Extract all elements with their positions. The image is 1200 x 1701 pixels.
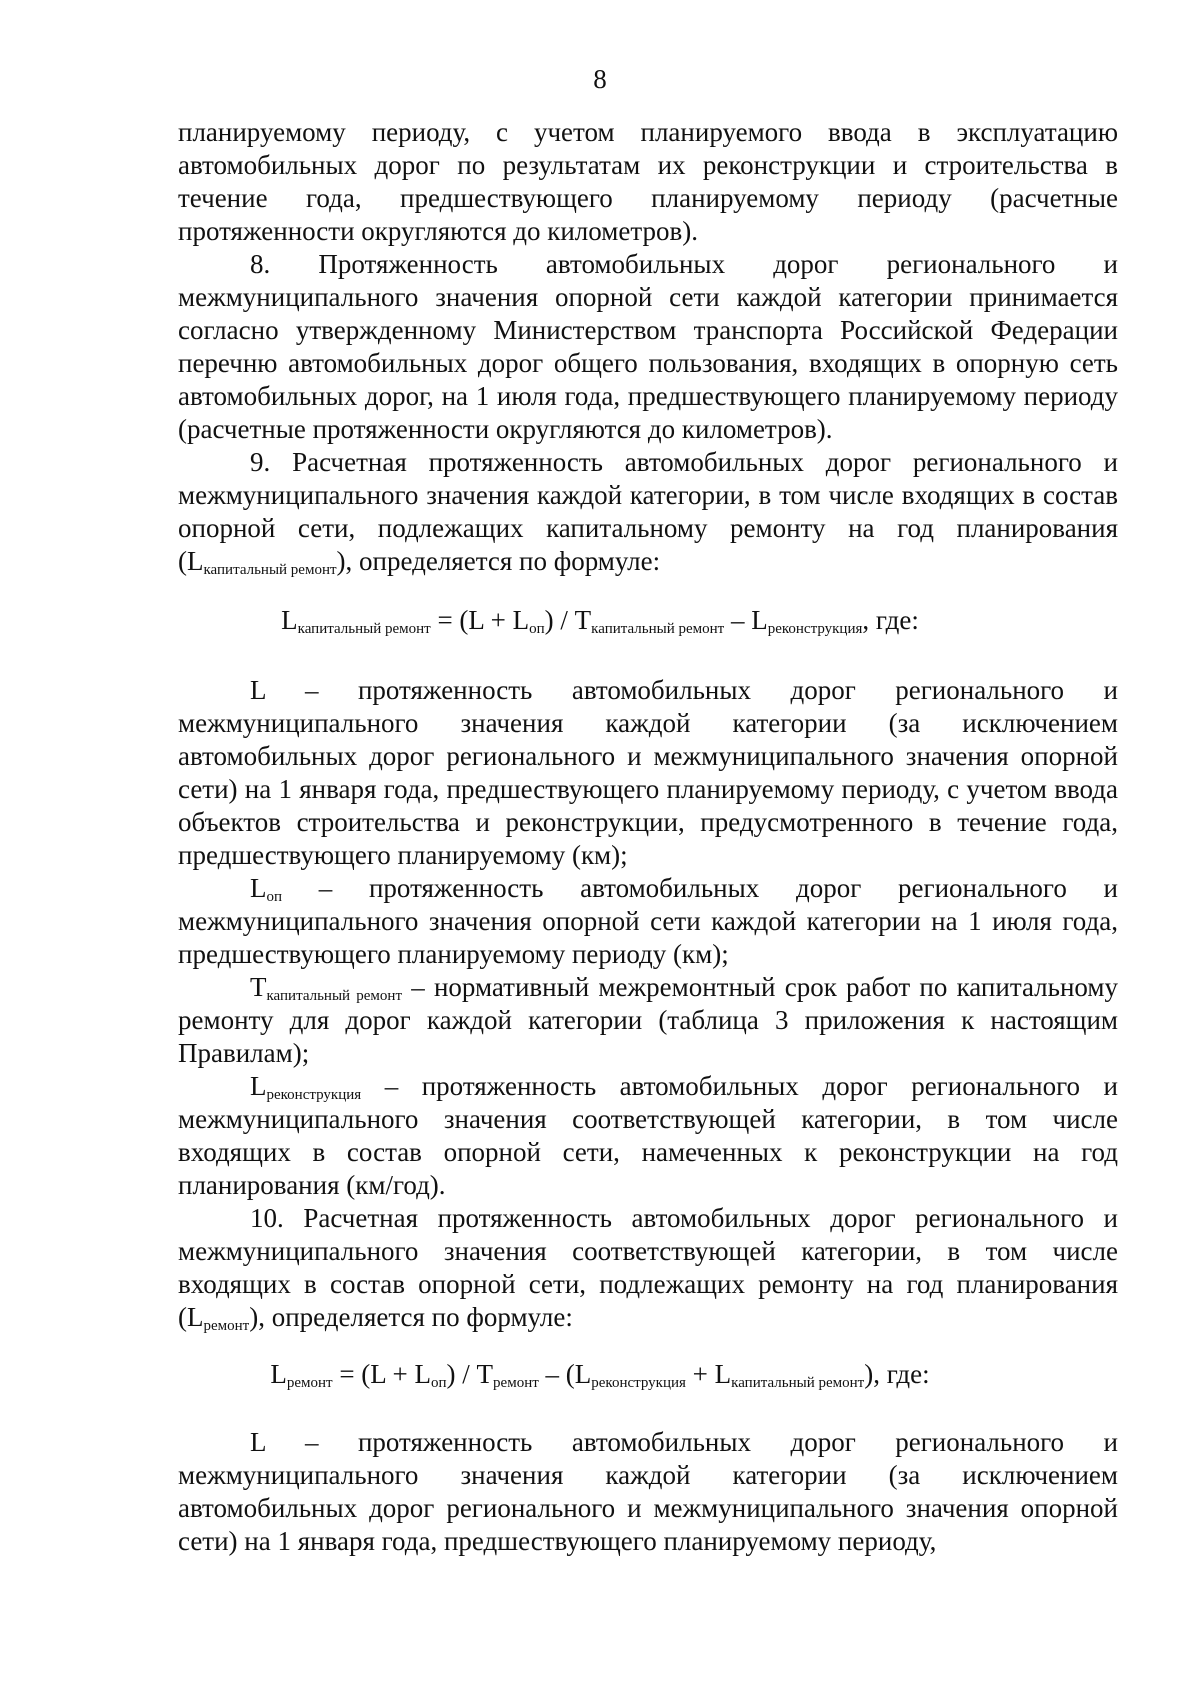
formula-1-lhs: L bbox=[281, 605, 298, 635]
text-block-bottom bbox=[178, 1426, 1118, 1558]
text-block-definitions bbox=[178, 674, 1118, 1334]
page-number: 8 bbox=[593, 64, 607, 94]
definition-T-text: – нормативный межремонтный срок работ по капитальному ремонту для дорог каждой категории (таблица 3 приложения к настоящим Правилам); bbox=[178, 972, 1118, 1068]
definition-Lrecon-subscript: реконструкция bbox=[266, 1087, 362, 1103]
definition-Lrecon bbox=[178, 1070, 1118, 1202]
formula-2-div: ) / T bbox=[446, 1359, 494, 1389]
formula-repair bbox=[0, 1358, 1200, 1391]
formula-1-minus: – L bbox=[724, 605, 768, 635]
definition-T-symbol: T bbox=[250, 972, 267, 1002]
paragraph-10-tail: ), определяется по формуле: bbox=[249, 1302, 573, 1332]
formula-2-lop-subscript: оп bbox=[431, 1375, 447, 1391]
paragraph-10-symbol: L bbox=[187, 1302, 204, 1332]
formula-2-minus: – (L bbox=[538, 1359, 592, 1389]
definition-T bbox=[178, 971, 1118, 1070]
formula-1-lop-subscript: оп bbox=[529, 621, 545, 637]
text-block-top bbox=[178, 116, 1118, 578]
definition-Lop-symbol: L bbox=[250, 873, 267, 903]
definition-Lop-subscript: оп bbox=[266, 889, 283, 905]
definition-L: L – протяженность автомобильных дорог регионального и межмуниципального значения каждой категории (за исключением автомобильных дорог регионального и межмуниципального значения опорной сети) на 1 января года, предшествующего планируемому периоду, с учетом ввода объектов строительства и реконструкции, предусмотренного в течение года, предшествующего планируемому (км); bbox=[178, 675, 1118, 870]
formula-1-eq: = (L + L bbox=[430, 605, 530, 635]
formula-2-plus: + L bbox=[685, 1359, 732, 1389]
formula-2-where: ), где: bbox=[864, 1359, 930, 1389]
definition-Lrecon-symbol: L bbox=[250, 1071, 267, 1101]
definition-Lop-text: – протяженность автомобильных дорог регионального и межмуниципального значения опорной сети каждой категории на 1 июля года, предшествующего планируемому периоду (км); bbox=[178, 873, 1118, 969]
formula-2-cap-subscript: капитальный ремонт bbox=[731, 1375, 865, 1391]
paragraph-9-symbol: L bbox=[187, 546, 204, 576]
definition-T-subscript: капитальный ремонт bbox=[266, 988, 403, 1004]
paragraph-9-tail: ), определяется по формуле: bbox=[336, 546, 661, 576]
definition-Lrecon-text: – протяженность автомобильных дорог регионального и межмуниципального значения соответствующей категории, в том числе входящих в состав опорной сети, намеченных к реконструкции на год планирования (км/год). bbox=[178, 1071, 1118, 1200]
paragraph-9-symbol-subscript: капитальный ремонт bbox=[203, 562, 337, 578]
formula-1-div: ) / T bbox=[544, 605, 592, 635]
formula-1-recon-subscript: реконструкция bbox=[767, 621, 863, 637]
formula-capital-repair bbox=[0, 604, 1200, 637]
formula-1-t-subscript: капитальный ремонт bbox=[591, 621, 725, 637]
formula-1-where: , где: bbox=[862, 605, 919, 635]
paragraph-9-text: 9. Расчетная протяженность автомобильных дорог регионального и межмуниципального значения каждой категории, в том числе входящих в состав опорной сети, подлежащих капитальному ремонту на год планирования ( bbox=[178, 447, 1118, 576]
formula-1-lhs-subscript: капитальный ремонт bbox=[297, 621, 431, 637]
definition-Lop bbox=[178, 872, 1118, 971]
paragraph-intro: планируемому периоду, с учетом планируемого ввода в эксплуатацию автомобильных дорог по результатам их реконструкции и строительства в течение года, предшествующего планируемому периоду (расчетные протяженности округляются до километров). bbox=[178, 117, 1118, 246]
formula-2-lhs: L bbox=[270, 1359, 287, 1389]
definition-L-repair: L – протяженность автомобильных дорог регионального и межмуниципального значения каждой категории (за исключением автомобильных дорог регионального и межмуниципального значения опорной сети) на 1 января года, предшествующего планируемому периоду, bbox=[178, 1427, 1118, 1556]
paragraph-8: 8. Протяженность автомобильных дорог регионального и межмуниципального значения опорной сети каждой категории принимается согласно утвержденному Министерством транспорта Российской Федерации перечню автомобильных дорог общего пользования, входящих в опорную сеть автомобильных дорог, на 1 июля года, предшествующего планируемому периоду (расчетные протяженности округляются до километров). bbox=[178, 249, 1118, 444]
formula-2-eq: = (L + L bbox=[332, 1359, 432, 1389]
paragraph-10-text: 10. Расчетная протяженность автомобильных дорог регионального и межмуниципального значения соответствующей категории, в том числе входящих в состав опорной сети, подлежащих ремонту на год планирования ( bbox=[178, 1203, 1118, 1332]
formula-2-t-subscript: ремонт bbox=[493, 1375, 539, 1391]
formula-2-lhs-subscript: ремонт bbox=[286, 1375, 333, 1391]
paragraph-10-symbol-subscript: ремонт bbox=[203, 1318, 250, 1334]
paragraph-10 bbox=[178, 1202, 1118, 1334]
formula-2-recon-subscript: реконструкция bbox=[591, 1375, 686, 1391]
paragraph-9 bbox=[178, 446, 1118, 578]
